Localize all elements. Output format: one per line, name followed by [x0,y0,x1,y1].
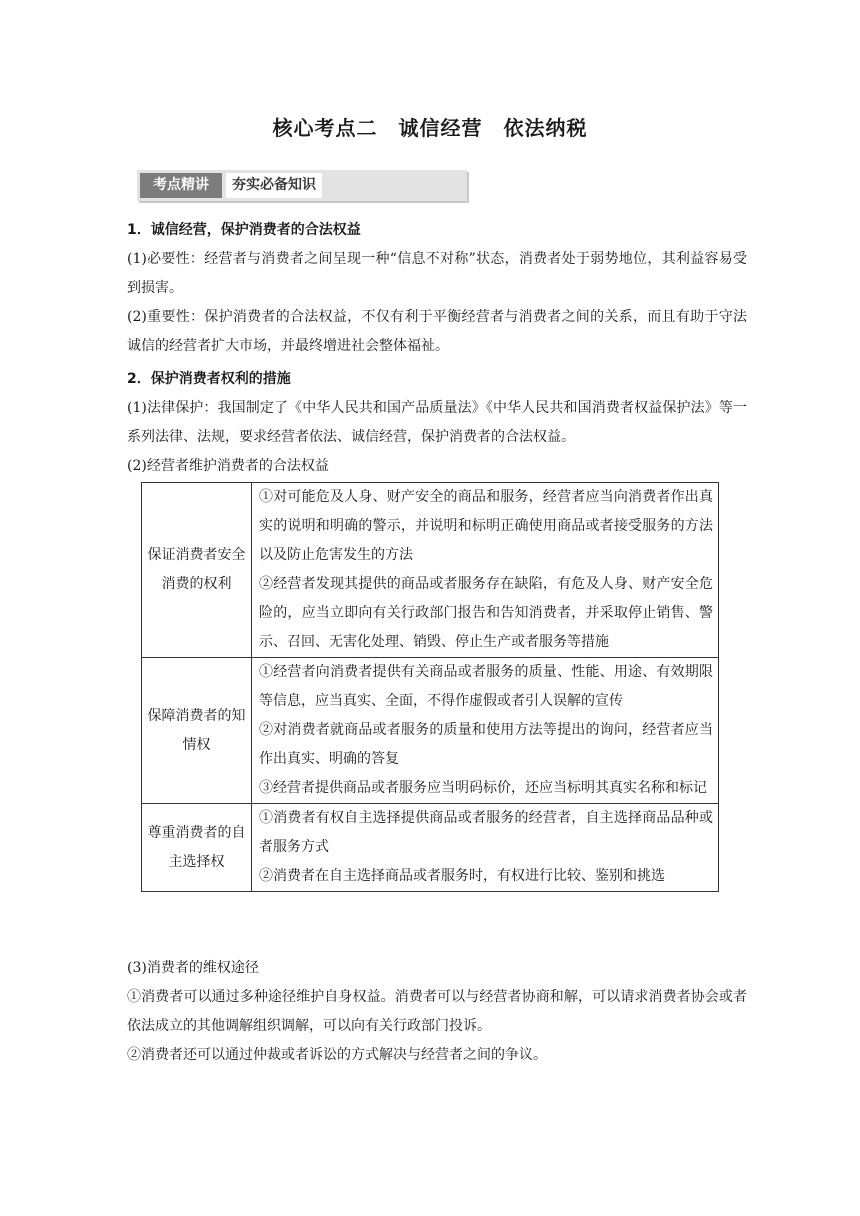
banner-subtitle: 夯实必备知识 [226,173,322,198]
row-content [252,658,719,804]
row-label: 保障消费者的知情权 [142,658,252,804]
section3-heading: (3)消费者的维权途径 [127,960,259,976]
section1-heading: 1．诚信经营，保护消费者的合法权益 [127,222,361,238]
section1-necessity: (1)必要性：经营者与消费者之间呈现一种“信息不对称”状态，消费者处于弱势地位，其利益容易受到损害。 [127,251,747,296]
section1-importance: (2)重要性：保护消费者的合法权益，不仅有利于平衡经营者与消费者之间的关系，而且有助于守法诚信的经营者扩大市场，并最终增进社会整体福祉。 [127,309,747,354]
list-item: ①消费者有权自主选择提供商品或者服务的经营者，自主选择商品品种或者服务方式 [259,810,713,855]
table-row [142,658,719,804]
list-item: ②消费者在自主选择商品或者服务时，有权进行比较、鉴别和挑选 [259,868,665,884]
section3-arbitration: ②消费者还可以通过仲裁或者诉讼的方式解决与经营者之间的争议。 [127,1047,547,1063]
row-label: 保证消费者安全消费的权利 [142,483,252,658]
row-label: 尊重消费者的自主选择权 [142,804,252,892]
list-item: ①经营者向消费者提供有关商品或者服务的质量、性能、用途、有效期限等信息，应当真实、全面，不得作虚假或者引人误解的宣传 [259,664,713,709]
list-item: ②经营者发现其提供的商品或者服务存在缺陷，有危及人身、财产安全危险的，应当立即向有关行政部门报告和告知消费者，并采取停止销售、警示、召回、无害化处理、销毁、停止生产或者服务等措施 [259,576,713,650]
list-item: ①对可能危及人身、财产安全的商品和服务，经营者应当向消费者作出真实的说明和明确的警示，并说明和标明正确使用商品或者接受服务的方法以及防止危害发生的方法 [259,489,713,563]
section3-negotiation: ①消费者可以通过多种途径维护自身权益。消费者可以与经营者协商和解，可以请求消费者协会或者依法成立的其他调解组织调解，可以向有关行政部门投诉。 [127,989,747,1034]
list-item: ②对消费者就商品或者服务的质量和使用方法等提出的询问，经营者应当作出真实、明确的答复 [259,722,713,767]
page-title: 核心考点二 诚信经营 依法纳税 [272,116,588,140]
section2-heading: 2．保护消费者权利的措施 [127,371,291,387]
banner-tag: 考点精讲 [140,173,222,198]
table-row [142,483,719,658]
row-content [252,483,719,658]
list-item: ③经营者提供商品或者服务应当明码标价，还应当标明其真实名称和标记 [259,780,707,796]
table-row [142,804,719,892]
section2-operator-duty: (2)经营者维护消费者的合法权益 [127,458,329,474]
row-content [252,804,719,892]
section-banner [137,170,467,201]
consumer-rights-table [141,482,719,892]
section2-legal-protection: (1)法律保护：我国制定了《中华人民共和国产品质量法》《中华人民共和国消费者权益保护法》等一系列法律、法规，要求经营者依法、诚信经营，保护消费者的合法权益。 [127,400,747,445]
